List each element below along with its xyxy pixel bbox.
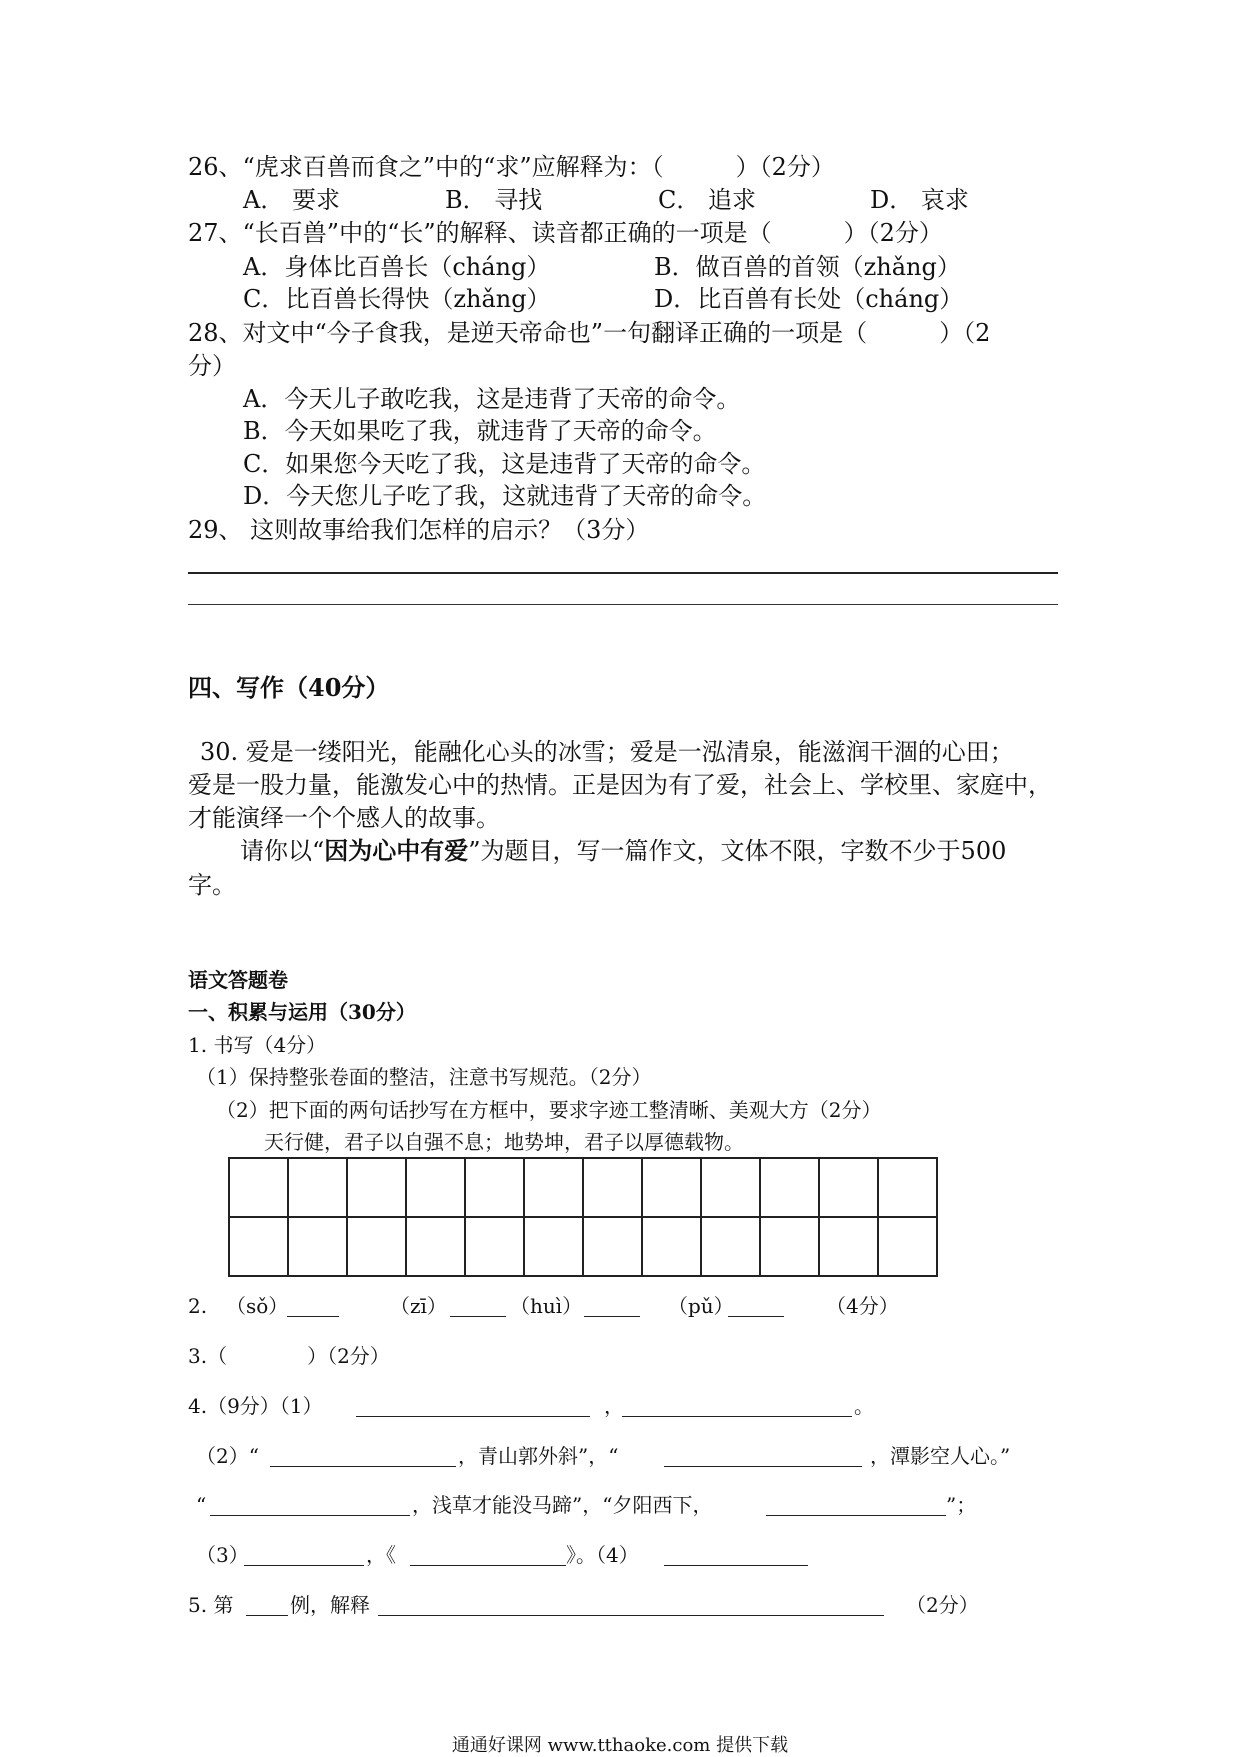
writing-task-line <box>240 836 1006 866</box>
answer-line <box>188 604 1058 605</box>
q28-option-d: D．今天您儿子吃了我，这就违背了天帝的命令。 <box>243 482 767 510</box>
answer-blank[interactable] <box>410 1543 566 1566</box>
answer-blank[interactable] <box>584 1294 640 1317</box>
question-3: 3.（ ）（2分） <box>188 1344 390 1368</box>
grid-cell[interactable] <box>584 1159 643 1218</box>
answer-blank[interactable] <box>287 1294 339 1317</box>
punctuation: ， <box>604 1394 624 1418</box>
page-footer: 通通好课网 www.tthaoke.com 提供下载 <box>451 1735 789 1756</box>
answer-blank[interactable] <box>210 1493 410 1516</box>
grid-cell[interactable] <box>230 1159 289 1218</box>
grid-cell[interactable] <box>466 1218 525 1277</box>
q28-option-a: A．今天儿子敢吃我，这是违背了天帝的命令。 <box>243 385 741 413</box>
writing-task-line: 字。 <box>188 871 236 899</box>
q4-3-mid2: 》。（4） <box>566 1543 639 1567</box>
grid-cell[interactable] <box>407 1218 466 1277</box>
q27-stem: 27、“长百兽”中的“长”的解释、读音都正确的一项是（ ）（2分） <box>188 219 943 247</box>
answer-line <box>188 572 1058 574</box>
punctuation: 。 <box>854 1394 874 1418</box>
grid-cell[interactable] <box>820 1159 879 1218</box>
answer-blank[interactable] <box>450 1294 506 1317</box>
writing-grid[interactable] <box>228 1157 938 1277</box>
grid-cell[interactable] <box>643 1218 702 1277</box>
answer-blank[interactable] <box>664 1543 808 1566</box>
grid-cell[interactable] <box>761 1218 820 1277</box>
answer-blank[interactable] <box>244 1543 364 1566</box>
question-1: 1. 书写（4分） <box>188 1033 327 1057</box>
q4-2b-mid: ，浅草才能没马蹄”，“夕阳西下， <box>412 1493 713 1517</box>
grid-cell[interactable] <box>761 1159 820 1218</box>
answer-blank[interactable] <box>728 1294 784 1317</box>
grid-cell[interactable] <box>702 1218 761 1277</box>
writing-prompt-line: 30. 爱是一缕阳光，能融化心头的冰雪；爱是一泓清泉，能滋润干涸的心田； <box>200 738 1014 766</box>
writing-prompt-line: 爱是一股力量，能激发心中的热情。正是因为有了爱，社会上、学校里、家庭中， <box>188 771 1052 799</box>
question-5-pre: 5. 第 <box>188 1593 234 1617</box>
grid-cell[interactable] <box>289 1159 348 1218</box>
writing-heading: 四、写作（40分） <box>188 673 390 702</box>
q27-option-d: D．比百兽有长处（cháng） <box>654 285 964 313</box>
q4-2-mid: ，青山郭外斜”，“ <box>458 1444 619 1468</box>
question-5-mid: 例，解释 <box>290 1593 370 1617</box>
answer-blank[interactable] <box>246 1593 288 1616</box>
q28-option-c: C．如果您今天吃了我，这是违背了天帝的命令。 <box>243 450 766 478</box>
pinyin-item: （zī） <box>390 1294 447 1318</box>
grid-cell[interactable] <box>879 1159 938 1218</box>
q27-option-a: A．身体比百兽长（cháng） <box>243 253 551 281</box>
answer-blank[interactable] <box>378 1593 884 1616</box>
q4-2b-pre: “ <box>196 1493 207 1517</box>
copy-text: 天行健，君子以自强不息；地势坤，君子以厚德载物。 <box>264 1130 744 1154</box>
score-label: （4分） <box>826 1294 899 1318</box>
q4-2-pre: （2）“ <box>196 1444 259 1468</box>
q26-option-b: B． 寻找 <box>445 186 543 214</box>
grid-cell[interactable] <box>348 1218 407 1277</box>
question-1-part-2: （2）把下面的两句话抄写在方框中，要求字迹工整清晰、美观大方（2分） <box>216 1098 882 1122</box>
question-1-part-1: （1）保持整张卷面的整洁，注意书写规范。（2分） <box>196 1065 652 1089</box>
grid-cell[interactable] <box>230 1218 289 1277</box>
grid-cell[interactable] <box>584 1218 643 1277</box>
grid-cell[interactable] <box>466 1159 525 1218</box>
q4-3-mid: ，《 <box>366 1543 396 1567</box>
score-label: （2分） <box>906 1593 979 1617</box>
q28-option-b: B．今天如果吃了我，就违背了天帝的命令。 <box>243 417 717 445</box>
answer-blank[interactable] <box>622 1394 852 1417</box>
grid-cell[interactable] <box>820 1218 879 1277</box>
essay-title: 因为心中有爱 <box>324 836 469 865</box>
answer-blank[interactable] <box>766 1493 946 1516</box>
pinyin-item: （huì） <box>510 1294 583 1318</box>
q26-option-d: D． 哀求 <box>870 186 969 214</box>
q4-2b-end: ”； <box>946 1493 977 1517</box>
answer-blank[interactable] <box>664 1444 862 1467</box>
question-4-label: 4.（9分）（1） <box>188 1394 323 1418</box>
q26-stem: 26、“虎求百兽而食之”中的“求”应解释为：（ ）（2分） <box>188 153 835 181</box>
q26-option-c: C． 追求 <box>658 186 756 214</box>
pinyin-item: （pǔ） <box>668 1294 734 1318</box>
answer-blank[interactable] <box>270 1444 456 1467</box>
grid-cell[interactable] <box>879 1218 938 1277</box>
grid-cell[interactable] <box>525 1159 584 1218</box>
q28-stem-line2: 分） <box>188 352 236 380</box>
q26-option-a: A． 要求 <box>243 186 340 214</box>
q4-2-end: ，潭影空人心。” <box>870 1444 1011 1468</box>
writing-task-post: ”为题目，写一篇作文，文体不限，字数不少于500 <box>468 837 1007 865</box>
grid-cell[interactable] <box>525 1218 584 1277</box>
q28-stem-line1: 28、对文中“今子食我，是逆天帝命也”一句翻译正确的一项是（ ）（2 <box>188 319 991 347</box>
grid-cell[interactable] <box>289 1218 348 1277</box>
grid-cell[interactable] <box>348 1159 407 1218</box>
answer-sheet-title: 语文答题卷 <box>188 968 288 992</box>
answer-blank[interactable] <box>356 1394 590 1417</box>
writing-prompt-line: 才能演绎一个个感人的故事。 <box>188 804 500 832</box>
grid-cell[interactable] <box>702 1159 761 1218</box>
q29-stem: 29、 这则故事给我们怎样的启示？（3分） <box>188 516 650 544</box>
pinyin-item: （sǒ） <box>226 1294 289 1318</box>
question-2-number: 2. <box>188 1294 208 1318</box>
section-heading: 一、积累与运用（30分） <box>188 1000 416 1024</box>
q27-option-c: C．比百兽长得快（zhǎng） <box>243 285 551 313</box>
grid-cell[interactable] <box>643 1159 702 1218</box>
grid-cell[interactable] <box>407 1159 466 1218</box>
writing-task-pre: 请你以“ <box>240 837 325 865</box>
q27-option-b: B．做百兽的首领（zhǎng） <box>654 253 961 281</box>
q4-3-pre: （3） <box>196 1543 249 1567</box>
